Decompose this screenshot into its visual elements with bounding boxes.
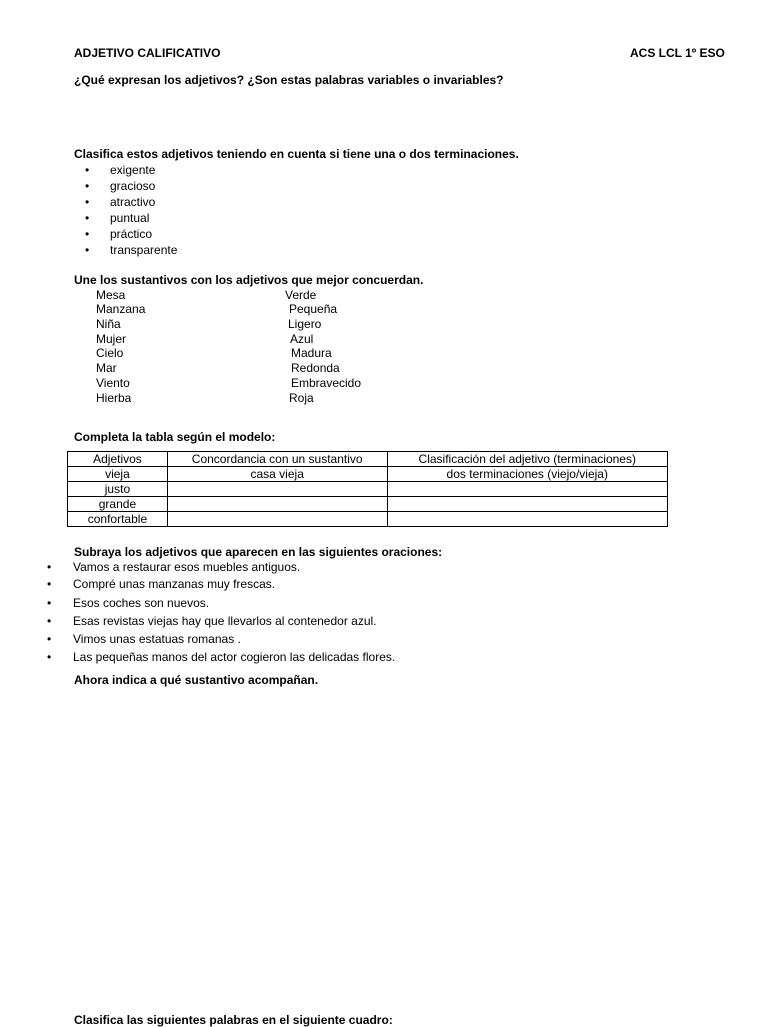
table-row [68,497,668,512]
adjective-item: Roja [289,391,314,405]
section-4-instruction: Subraya los adjetivos que aparecen en las siguientes oraciones: [74,545,443,559]
adjective-item: Ligero [288,317,322,331]
noun-item: Mujer [96,332,127,346]
noun-item: Niña [96,317,121,331]
table-cell [167,512,387,527]
table-cell: grande [68,497,168,512]
section-1-instruction: Clasifica estos adjetivos teniendo en cuenta si tiene una o dos terminaciones. [74,147,519,161]
sentence-item: Vimos unas estatuas romanas . [73,632,241,646]
bullet: • [85,195,90,209]
list-item: gracioso [110,179,156,193]
bullet: • [85,163,90,177]
table-header-row [68,452,668,467]
table-cell: casa vieja [167,467,387,482]
noun-item: Viento [96,376,130,390]
bullet: • [47,632,52,646]
table-cell [387,497,668,512]
course-label: ACS LCL 1º ESO [630,46,725,60]
sentence-item: Esos coches son nuevos. [73,596,210,610]
bullet: • [85,211,90,225]
sentence-item: Las pequeñas manos del actor cogieron las delicadas flores. [73,650,396,664]
noun-item: Mesa [96,288,126,302]
document-title: ADJETIVO CALIFICATIVO [74,46,221,60]
adjective-item: Madura [291,346,332,360]
table-header: Concordancia con un sustantivo [167,452,387,467]
bullet: • [47,650,52,664]
noun-item: Mar [96,361,117,375]
table-header: Adjetivos [68,452,168,467]
section-2-instruction: Une los sustantivos con los adjetivos que mejor concuerdan. [74,273,424,287]
question-1: ¿Qué expresan los adjetivos? ¿Son estas palabras variables o invariables? [74,73,504,87]
bullet: • [47,596,52,610]
bullet: • [47,577,52,591]
list-item: puntual [110,211,150,225]
adjective-item: Verde [285,288,317,302]
noun-item: Hierba [96,391,132,405]
section-4-followup: Ahora indica a qué sustantivo acompañan. [74,673,319,687]
table-cell: dos terminaciones (viejo/vieja) [387,467,668,482]
sentence-item: Vamos a restaurar esos muebles antiguos. [73,560,301,574]
table-cell: vieja [68,467,168,482]
list-item: exigente [110,163,156,177]
adjective-item: Redonda [291,361,340,375]
classification-table [67,451,668,527]
adjective-item: Pequeña [289,302,338,316]
table-cell [387,482,668,497]
bullet: • [47,614,52,628]
section-5-instruction: Clasifica las siguientes palabras en el siguiente cuadro: [74,1013,393,1027]
bullet: • [85,179,90,193]
table-cell: confortable [68,512,168,527]
table-cell [387,512,668,527]
section-3-instruction: Completa la tabla según el modelo: [74,430,276,444]
adjective-item: Embravecido [291,376,362,390]
sentence-item: Compré unas manzanas muy frescas. [73,577,276,591]
table-cell [167,497,387,512]
list-item: práctico [110,227,153,241]
sentence-item: Esas revistas viejas hay que llevarlos al contenedor azul. [73,614,377,628]
noun-item: Manzana [96,302,146,316]
table-cell [167,482,387,497]
bullet: • [47,560,52,574]
noun-item: Cielo [96,346,124,360]
table-row [68,512,668,527]
table-row [68,482,668,497]
table-header: Clasificación del adjetivo (terminaciones) [387,452,668,467]
adjective-item: Azul [290,332,314,346]
bullet: • [85,227,90,241]
bullet: • [85,243,90,257]
list-item: atractivo [110,195,156,209]
table-row [68,467,668,482]
list-item: transparente [110,243,178,257]
table-cell: justo [68,482,168,497]
